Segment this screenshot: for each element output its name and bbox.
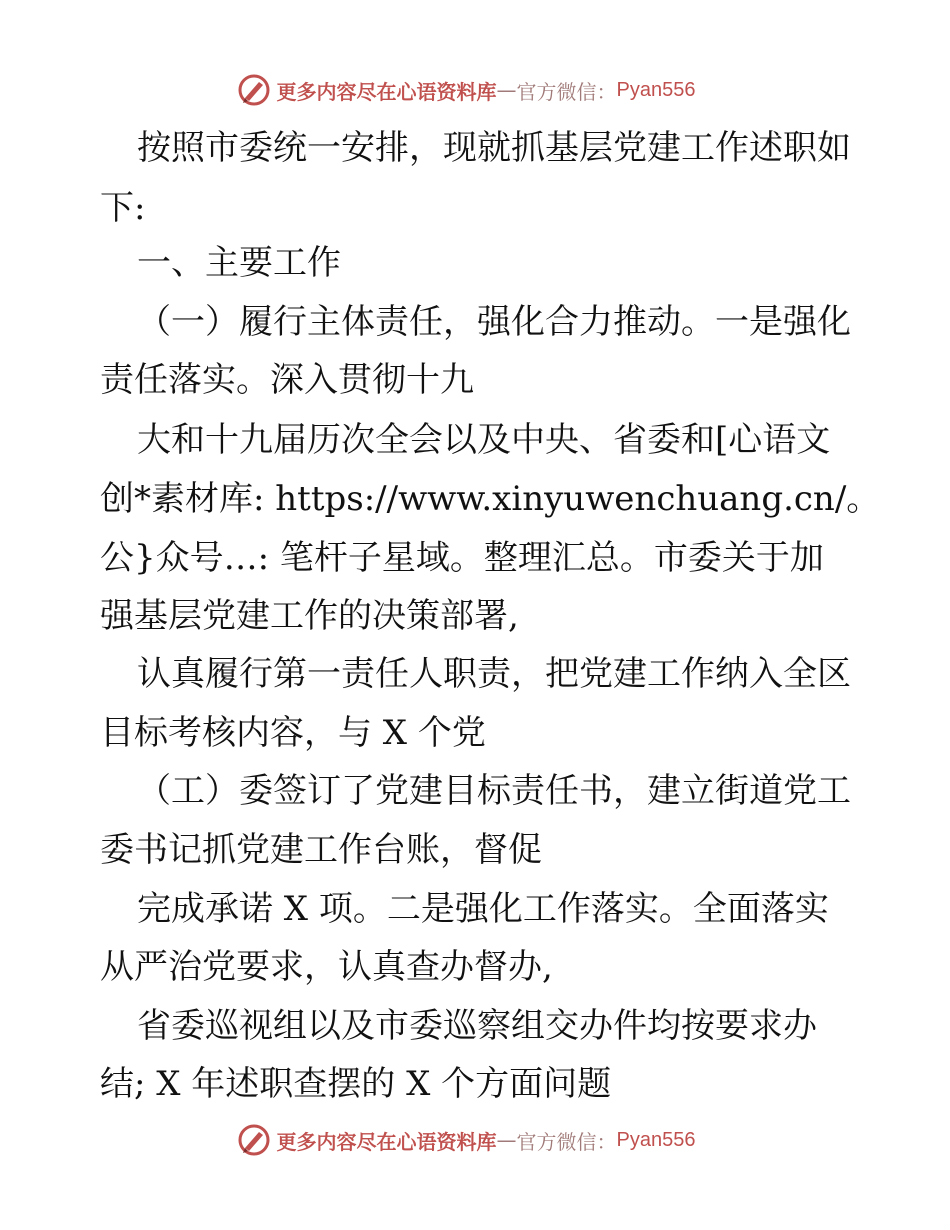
body-line: 下: — [100, 188, 146, 228]
banner-label: 官方微信： — [516, 79, 617, 104]
banner-text: 更多内容尽在心语资料库 — [276, 79, 497, 104]
body-line: 责任落实。深入贯彻十九 — [100, 360, 474, 400]
body-line: 强基层党建工作的决策部署, — [100, 596, 519, 636]
body-line: 结; X 年述职查摆的 X 个方面问题 — [100, 1064, 612, 1104]
footer-watermark-banner — [0, 1122, 950, 1158]
body-line: 委书记抓党建工作台账，督促 — [100, 830, 542, 870]
body-line: （一）履行主体责任，强化合力推动。一是强化 — [137, 302, 851, 342]
body-line: 从严治党要求，认真查办督办, — [100, 947, 553, 987]
body-line: （工）委签订了党建目标责任书，建立街道党工 — [137, 771, 851, 811]
body-line: 创*素材库: https://www.xinyuwenchuang.cn/。 — [100, 479, 881, 519]
banner-wechat-id: Pyan556 — [616, 1128, 696, 1151]
banner-label: 官方微信： — [516, 1129, 617, 1154]
body-line: 公}众号…: 笔杆子星域。整理汇总。市委关于加 — [100, 538, 824, 578]
section-heading: 一、主要工作 — [137, 243, 341, 283]
body-line: 目标考核内容，与 X 个党 — [100, 713, 486, 753]
body-line: 完成承诺 X 项。二是强化工作落实。全面落实 — [137, 889, 829, 929]
body-line: 认真履行第一责任人职责，把党建工作纳入全区 — [137, 654, 851, 694]
body-line: 按照市委统一安排，现就抓基层党建工作述职如 — [137, 128, 851, 168]
banner-dash: — — [496, 78, 517, 102]
banner-wechat-id: Pyan556 — [616, 78, 696, 101]
banner-dash: — — [496, 1128, 517, 1152]
body-line: 省委巡视组以及市委巡察组交办件均按要求办 — [137, 1006, 817, 1046]
banner-text: 更多内容尽在心语资料库 — [276, 1129, 497, 1154]
body-line: 大和十九届历次全会以及中央、省委和[心语文 — [137, 420, 831, 460]
pen-logo-icon — [237, 1123, 271, 1157]
